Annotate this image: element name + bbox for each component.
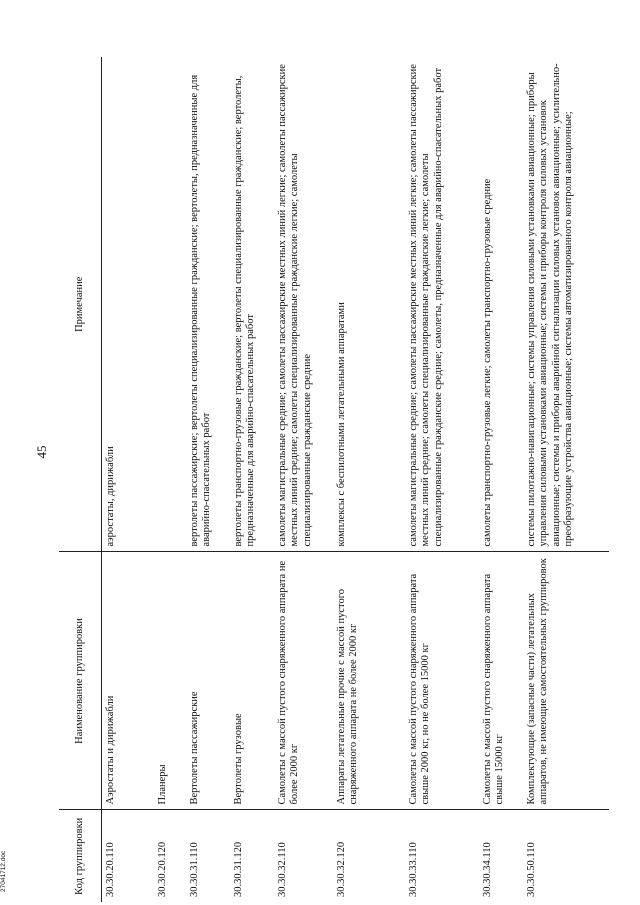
table-header-row — [59, 57, 102, 902]
row-note: самолеты транспортно-грузовые легкие; самолеты транспортно-грузовые средние — [479, 57, 523, 552]
row-note: самолеты магистральные средние; самолеты пассажирские местных линий легкие; самолеты пассажирские местных линий средние; самолеты специализированные гражданские легкие; самолеты специализированные гражданские средние; самолеты, предназначенные для аварийно-спасательных работ — [405, 57, 479, 552]
row-name: Комплектующие (запасные части) летательных аппаратов, не имеющие самостоятельных группировок — [523, 552, 609, 810]
row-name: Аэростаты и дирижабли — [102, 552, 154, 810]
table-row — [479, 57, 523, 902]
row-name: Вертолеты грузовые — [230, 552, 274, 810]
table-row — [405, 57, 479, 902]
footer-file-name: 27041712.doc — [0, 850, 7, 892]
row-name: Планеры — [154, 552, 186, 810]
row-code: 30.30.34.110 — [481, 842, 493, 897]
table-row — [274, 57, 333, 902]
row-note: вертолеты пассажирские; вертолеты специализированные гражданские; вертолеты, предназначенные для аварийно-спасательных работ — [186, 57, 230, 552]
header-name: Наименование группировки — [59, 552, 102, 810]
table-row — [102, 57, 154, 902]
row-name: Самолеты с массой пустого снаряженного аппарата свыше 2000 кг, но не более 15000 кг — [405, 552, 479, 810]
table-row — [154, 57, 186, 902]
classification-table — [59, 57, 609, 902]
row-name: Самолеты с массой пустого снаряженного аппарата свыше 15000 кг — [479, 552, 523, 810]
row-code: 30.30.20.110 — [105, 842, 116, 897]
row-note: самолеты магистральные средние; самолеты пассажирские местных линий легкие; самолеты пассажирские местных линий средние; самолеты специализированные гражданские легкие; самолеты специализированные гражданские средние — [274, 57, 333, 552]
header-code: Код группировки — [59, 810, 102, 902]
page-number: 45 — [34, 445, 49, 459]
row-note: аэростаты, дирижабли — [102, 57, 154, 552]
row-code: 30.30.31.110 — [188, 842, 200, 897]
row-note — [154, 57, 186, 552]
row-code: 30.30.33.110 — [407, 842, 419, 897]
row-name: Самолеты с массой пустого снаряженного аппарата не более 2000 кг — [274, 552, 333, 810]
row-code: 30.30.31.120 — [232, 841, 244, 897]
row-code: 30.30.32.110 — [276, 842, 288, 897]
table-row — [186, 57, 230, 902]
rotated-table-container — [59, 57, 612, 902]
table-row — [230, 57, 274, 902]
row-code: 30.30.20.120 — [156, 841, 168, 897]
table-row — [523, 57, 609, 902]
row-name: Аппараты летательные прочие с массой пустого снаряженного аппарата не более 2000 кг — [333, 552, 405, 810]
row-code: 30.30.32.120 — [335, 841, 347, 897]
table-row — [333, 57, 405, 902]
row-note: комплексы с беспилотными летательными аппаратами — [333, 57, 405, 552]
header-note: Примечание — [59, 57, 102, 552]
row-code: 30.30.50.110 — [525, 842, 537, 897]
row-name: Вертолеты пассажирские — [186, 552, 230, 810]
row-note: вертолеты транспортно-грузовые гражданские; вертолеты специализированные гражданские; вертолеты, предназначенные для аварийно-спасательных работ — [230, 57, 274, 552]
row-note: системы пилотажно-навигационные; системы управления силовыми установками авиационные; приборы управления силовыми установками авиационные; системы и приборы контроля силовых установок авиационные; системы и приборы аварийной сигнализации силовых установок авиационные; усилительно-преобразующие устройства авиационные; системы автоматизированного контроля авиационные; — [523, 57, 609, 552]
